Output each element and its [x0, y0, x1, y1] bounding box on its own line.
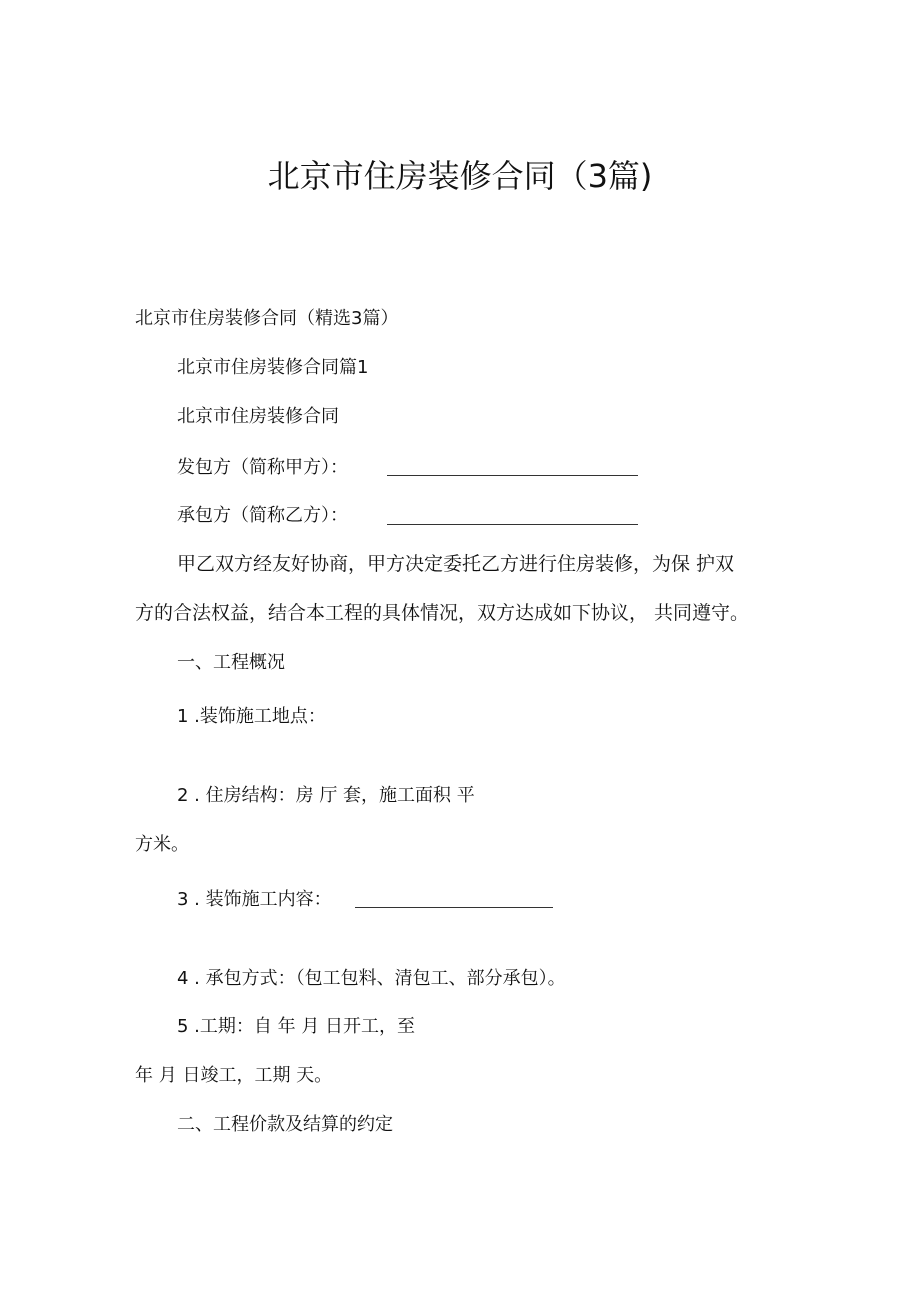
intro-paragraph-line-2: 方的合法权益，结合本工程的具体情况，双方达成如下协议， 共同遵守。	[135, 602, 750, 624]
party-a-label: 发包方（简称甲方）：	[177, 457, 348, 478]
part2-heading: 二、工程价款及结算的约定	[177, 1114, 393, 1135]
document-title: 北京市住房装修合同（3篇)	[267, 157, 653, 195]
item-4: 4 . 承包方式：（包工包料、清包工、部分承包）。	[177, 968, 566, 989]
party-b-blank-line	[387, 504, 638, 525]
party-a-blank-line	[387, 455, 638, 476]
item-3: 3 . 装饰施工内容：	[177, 889, 332, 910]
item-3-blank-line	[355, 887, 553, 908]
item-5-line-1: 5 .工期：自 年 月 日开工，至	[177, 1016, 416, 1037]
contract-name: 北京市住房装修合同	[177, 406, 339, 427]
party-a-row	[177, 455, 348, 481]
document-subtitle: 北京市住房装修合同（精选3篇）	[135, 308, 399, 329]
item-1: 1 .装饰施工地点：	[177, 706, 326, 727]
party-b-row	[177, 503, 348, 529]
item-5-line-2: 年 月 日竣工，工期 天。	[135, 1065, 333, 1086]
item-2-line-1: 2 . 住房结构：房 厅 套，施工面积 平	[177, 785, 475, 806]
party-b-label: 承包方（简称乙方）：	[177, 505, 348, 526]
part1-heading: 一、工程概况	[177, 652, 285, 673]
intro-paragraph-line-1: 甲乙双方经友好协商，甲方决定委托乙方进行住房装修，为保 护双	[177, 553, 735, 575]
section-heading: 北京市住房装修合同篇1	[177, 357, 369, 378]
item-2-line-2: 方米。	[135, 834, 189, 855]
